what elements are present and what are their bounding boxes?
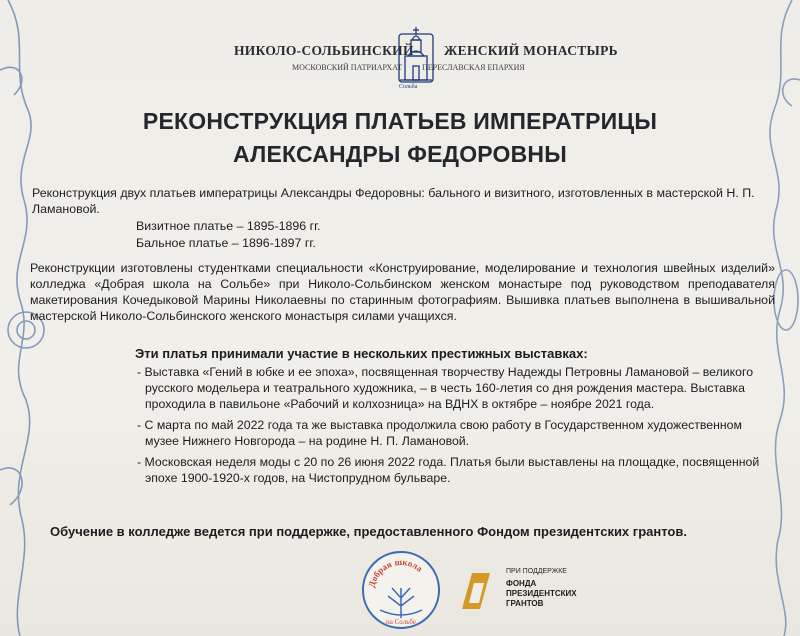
intro-paragraph: Реконструкция двух платьев императрицы Александры Федоровны: бального и визитного, изготовленных в мастерской Н. П. Ламановой. [32,186,755,216]
school-logo [360,548,442,630]
ball-dress-dates: Бальное платье – 1896-1897 гг. [136,236,316,250]
title-line-1: РЕКОНСТРУКЦИЯ ПЛАТЬЕВ ИМПЕРАТРИЦЫ [142,108,658,134]
monastery-name-right: ЖЕНСКИЙ МОНАСТЫРЬ [444,43,618,58]
exhibition-item: - Выставка «Гений в юбке и ее эпоха», посвященная творчеству Надежды Петровны Ламановой – великого русского модельера и театрального художника, – в честь 160-летия со дня рождения мастера. Выставка проходила в павильоне «Рабочий и колхозница» на ВДНХ в октябре – ноябре 2021 года. [137,364,762,412]
visiting-dress-dates: Визитное платье – 1895-1896 гг. [136,219,321,233]
monastery-church-logo [396,26,436,88]
exhibition-item: - С марта по май 2022 года та же выставка продолжила свою работу в Государственном художественном музее Нижнего Новгорода – на родине Н. П. Ламановой. [137,417,762,449]
description-paragraph: Реконструкции изготовлены студентками специальности «Конструирование, моделирование и технология швейных изделий» колледжа «Добрая школа на Сольбе» при Николо-Сольбинском женском монастыре под руководством преподавателя макетирования Кочедыковой Марины Николаевны по старинным фотографиям. Вышивка платьев выполнена в вышивальной мастерской Николо-Сольбинского женского монастыря силами учащихся. [30,261,775,323]
monastery-name-left: НИКОЛО-СОЛЬБИНСКИЙ [234,43,414,58]
fund-support-label: ПРИ ПОДДЕРЖКЕ [506,568,567,575]
fund-emblem-icon [462,573,490,609]
title-line-2: АЛЕКСАНДРЫ ФЕДОРОВНЫ [233,141,567,167]
eparchy-label: ПЕРЕСЛАВСКАЯ ЕПАРХИЯ [422,63,525,72]
monastery-header [210,26,618,94]
exhibitions-heading: Эти платья принимали участие в нескольких престижных выставках: [135,346,588,361]
grant-support-note: Обучение в колледже ведется при поддержке, предоставленного Фондом президентских грантов. [50,524,687,539]
exhibition-item: - Московская неделя моды с 20 по 26 июня 2022 года. Платья были выставлены на площадке, посвященной эпохе 1900-1920-х годов, на Чистопрудном бульваре. [137,454,762,486]
presidential-grants-fund-logo [458,565,596,620]
patriarchate-label: МОСКОВСКИЙ ПАТРИАРХАТ [292,63,403,72]
exhibitions-list [137,364,762,491]
school-logo-bottom-text: на Сольбе [386,618,416,626]
logo-caption: Сольба [399,84,418,90]
fund-name: ФОНДА ПРЕЗИДЕНТСКИХ ГРАНТОВ [506,579,577,608]
school-logo-arc-text: Добрая школа [366,556,425,589]
